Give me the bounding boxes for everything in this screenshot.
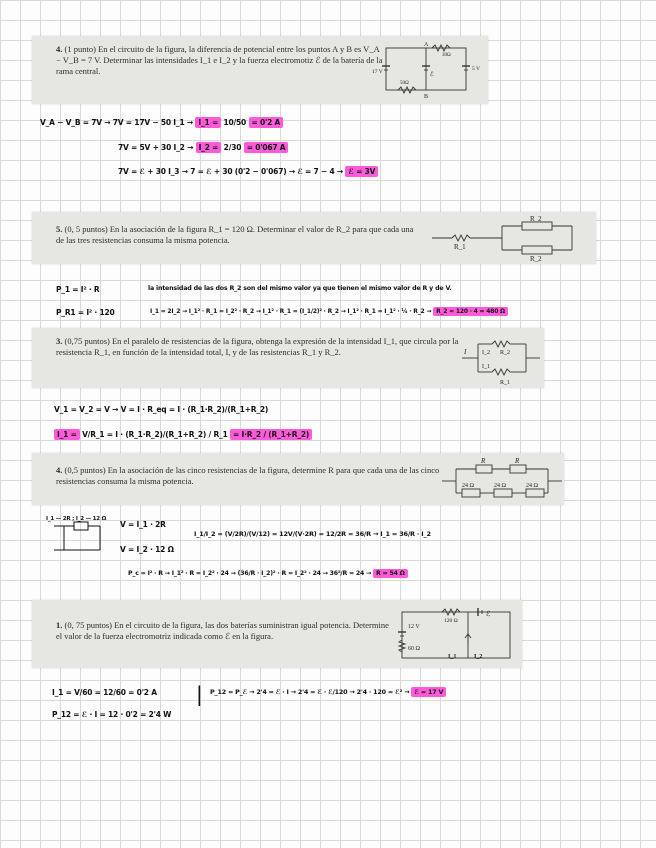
solution-line: I_1 = V/60 = 12/60 = 0'2 A [52, 688, 157, 697]
problem-statement: En el paralelo de resistencias de la figura, obtenga la expresión de la intensidad I_1, que circula por la resistencia R_1, en función de la intensidad total, I, y de las resistencias R_1 y R_2. [56, 336, 459, 357]
problem-statement: En la asociación de la figura R_1 = 120 Ω. Determinar el valor de R_2 para que cada una de las tres resistencias consuma la misma potencia. [56, 224, 414, 245]
circuit-label: 5 V [472, 66, 480, 72]
circuit-label: R_2 [530, 216, 542, 223]
solution-line: P_R1 = I² · 120 [56, 308, 115, 317]
circuit-label: R_2 [530, 255, 542, 262]
circuit-label: 12 V [408, 624, 420, 630]
circuit-label: I_1 [482, 364, 490, 370]
solution-line: P_12 = ℰ · I = 12 · 0'2 = 2'4 W [52, 710, 172, 719]
highlighted-result: R = 54 Ω [373, 569, 408, 578]
circuit-label: 60 Ω [408, 646, 420, 652]
circuit-label: 17 V [372, 69, 383, 75]
highlighted-result: I_2 = [196, 142, 222, 153]
solution-line: I_1 = V/R_1 = I · (R_1·R_2)/(R_1+R_2) / R_1 = I·R_2 / (R_1+R_2) [54, 430, 312, 439]
highlighted-result: I_1 = [195, 117, 221, 128]
circuit-label: 24 Ω [462, 483, 474, 489]
circuit-label: R_1 [454, 243, 466, 251]
problem-statement: En el circuito de la figura, la diferencia de potencial entre los puntos A y B es V_A − V_B = 7 V. Determinar las intensidades I_1 e I_2 y la fuerza electromotiz ℰ de la batería de la rama central. [56, 44, 383, 76]
problem-number: 5. [56, 224, 63, 234]
solution-line: la intensidad de las dos R_2 son del mismo valor ya que tienen el mismo valor de R y de V. [148, 285, 452, 292]
circuit-diagram [442, 457, 562, 503]
circuit-label: R [481, 457, 486, 465]
circuit-label: I_2 [474, 654, 483, 660]
problem-number: 1. [56, 620, 63, 630]
problem-number: 4. [56, 465, 63, 475]
highlighted-result: = 0'2 A [249, 117, 284, 128]
solution-line: V_A − V_B = 7V → 7V = 17V − 50 I_1 → I_1 = 10/50 = 0'2 A [40, 118, 283, 127]
problem-card-5 [32, 600, 522, 668]
diagram-annotation: I_1 — 2R ; I_2 — 12 Ω [46, 516, 107, 522]
problem-points: (0,5 puntos) [64, 465, 106, 475]
solution-line: I_1 = 2I_2 → I_1² · R_1 = I_2² · R_2 → I_1² · R_1 = (I_1/2)² · R_2 → I_1² · R_1 = I_1² · ¼ · R_2 → R_2 = 120 · 4 = 480 Ω [150, 308, 508, 315]
circuit-label: 24 Ω [526, 483, 538, 489]
problem-statement: En el circuito de la figura, las dos baterías suministran igual potencia. Determine el valor de la fuerza electromotriz indicada como ℰ en la figura. [56, 620, 389, 641]
circuit-label: R_1 [500, 380, 511, 386]
highlighted-result: ℰ = 17 V [411, 687, 446, 697]
solution-line: P_c = I² · R → I_1² · R = I_2² · 24 → (36/R · I_2)² · R = I_2² · 24 → 36²/R = 24 → R = 54 Ω [128, 570, 408, 577]
circuit-label: ℰ [430, 72, 434, 78]
problem-points: (0,75 puntos) [64, 336, 110, 346]
circuit-label: R_2 [500, 350, 511, 356]
solution-line: I_1/I_2 = (V/2R)/(V/12) = 12V/(V·2R) = 12/2R = 36/R → I_1 = 36/R · I_2 [194, 530, 431, 538]
problem-points: (0, 5 puntos) [64, 224, 108, 234]
highlighted-result: ℰ = 3V [345, 166, 378, 177]
circuit-diagram [392, 604, 518, 666]
circuit-label: 120 Ω [444, 618, 458, 624]
solution-line: P_1 = I² · R [56, 285, 100, 294]
circuit-label: I [464, 348, 467, 356]
highlighted-result: I_1 = [54, 429, 80, 440]
circuit-label: 50Ω [400, 81, 409, 86]
highlighted-result: R_2 = 120 · 4 = 480 Ω [433, 307, 508, 316]
solution-line: V_1 = V_2 = V → V = I · R_eq = I · (R_1·R_2)/(R_1+R_2) [54, 405, 269, 414]
circuit-label: 24 Ω [494, 483, 506, 489]
problem-number: 4. [56, 44, 63, 54]
solution-line: V = I_1 · 2R [120, 520, 166, 529]
highlighted-result: = I·R_2 / (R_1+R_2) [230, 429, 312, 440]
solution-line: P_12 = P_ℰ → 2'4 = ℰ · I → 2'4 = ℰ · ℰ/120 → 2'4 · 120 = ℰ² → ℰ = 17 V [210, 688, 446, 696]
problem-points: (0, 75 puntos) [64, 620, 112, 630]
problem-points: (1 punto) [64, 44, 96, 54]
problem-card-2 [32, 212, 596, 264]
circuit-label: A [424, 42, 429, 48]
circuit-label: 30Ω [442, 53, 451, 58]
circuit-label: I_2 [482, 350, 490, 356]
problem-card-3 [32, 328, 544, 388]
bracket: | [196, 682, 203, 706]
circuit-label: B [424, 94, 429, 100]
highlighted-result: = 0'067 A [244, 142, 289, 153]
solution-line: 7V = ℰ + 30 I_3 → 7 = ℰ + 30 (0'2 − 0'067) → ℰ = 7 − 4 → ℰ = 3V [118, 167, 378, 176]
solution-line: V = I_2 · 12 Ω [120, 545, 174, 554]
circuit-diagram [372, 40, 484, 100]
circuit-diagram [462, 332, 542, 386]
problem-statement: En la asociación de las cinco resistencias de la figura, determine R para que cada una de las cinco resistencias consuma la misma potencia. [56, 465, 440, 486]
problem-number: 3. [56, 336, 63, 346]
circuit-label: I_1 [448, 654, 457, 660]
circuit-diagram [432, 216, 592, 262]
circuit-label: R [515, 457, 520, 465]
solution-line: 7V = 5V + 30 I_2 → I_2 = 2/30 = 0'067 A [118, 143, 288, 152]
problem-card-1 [32, 36, 488, 104]
problem-card-4 [32, 453, 564, 505]
circuit-label: ℰ [486, 610, 491, 618]
